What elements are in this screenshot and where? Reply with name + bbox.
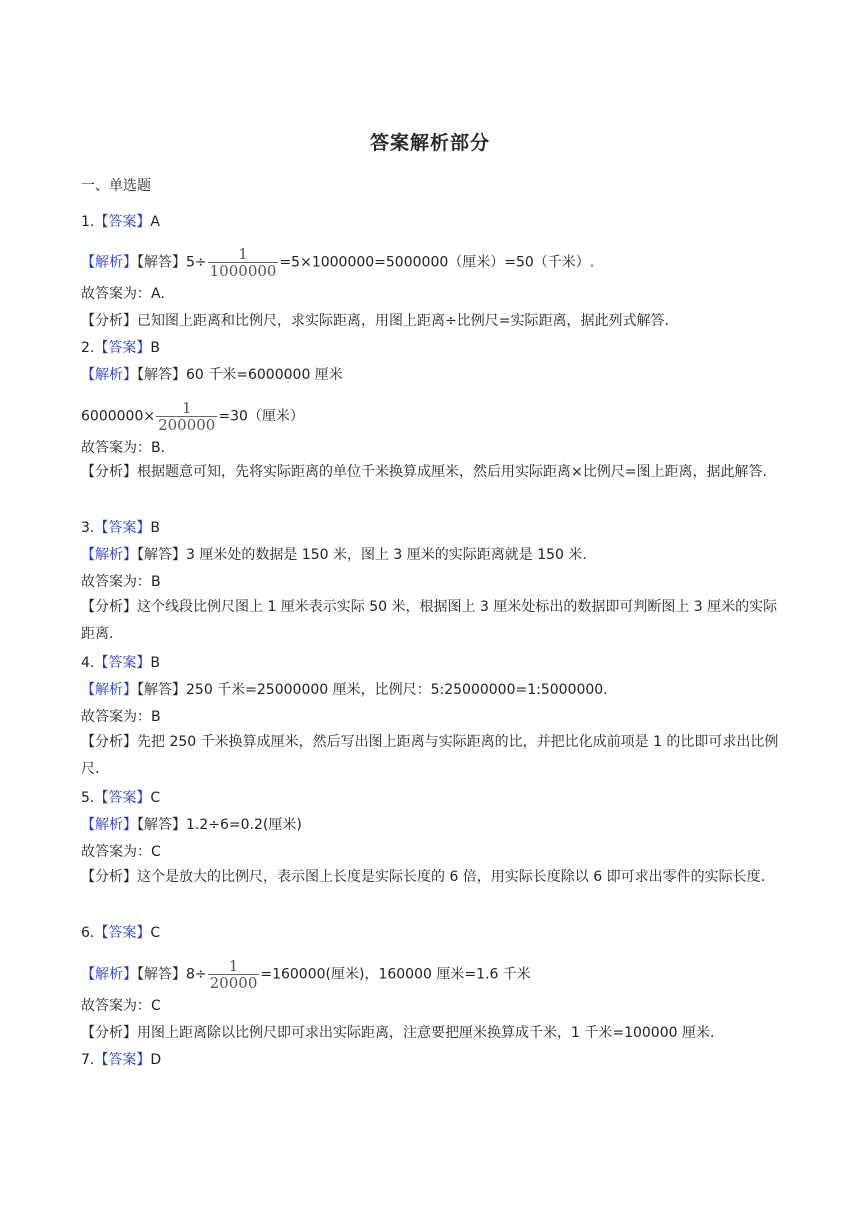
q5-jiexi-tag: 【解析】 bbox=[81, 817, 137, 833]
q2-solution-line bbox=[81, 365, 781, 385]
q3-jieda-tag: 【解答】 bbox=[137, 547, 186, 563]
q1-answer-tag: 【答案】 bbox=[94, 214, 151, 230]
q6-solution-line bbox=[81, 958, 781, 991]
q1-fenxi-tag: 【分析】 bbox=[81, 313, 137, 329]
q2-conclusion: 故答案为：B. bbox=[81, 440, 166, 456]
q4-conclusion: 故答案为：B bbox=[81, 709, 161, 725]
q6-analysis-line bbox=[81, 1023, 781, 1043]
q3-solution-line bbox=[81, 545, 781, 565]
q2-analysis-line bbox=[81, 459, 781, 486]
q6-number: 6. bbox=[81, 925, 95, 941]
q5-solution: 1.2÷6=0.2(厘米) bbox=[186, 817, 302, 833]
q1-analysis: 已知图上距离和比例尺，求实际距离，用图上距离÷比例尺=实际距离，据此列式解答. bbox=[137, 313, 669, 329]
q5-fenxi-tag: 【分析】 bbox=[81, 869, 137, 885]
q1-frac-den: 1000000 bbox=[209, 262, 277, 280]
q1-answer-line bbox=[81, 212, 781, 232]
q2-answer: B bbox=[150, 340, 160, 356]
q2-sol2-post: =30（厘米） bbox=[218, 408, 304, 425]
q3-analysis: 这个线段比例尺图上 1 厘米表示实际 50 米，根据图上 3 厘米处标出的数据即可判断图上 3 厘米的实际距离. bbox=[81, 599, 778, 642]
q1-sol-pre: 5÷ bbox=[186, 254, 207, 271]
q4-answer: B bbox=[150, 655, 160, 671]
q2-frac-num: 1 bbox=[181, 399, 192, 417]
q2-analysis: 根据题意可知，先将实际距离的单位千米换算成厘米，然后用实际距离×比例尺=图上距离，据此解答. bbox=[137, 464, 767, 480]
q2-frac-den: 200000 bbox=[158, 416, 216, 434]
q2-solution-line2 bbox=[81, 400, 781, 433]
q1-frac-num: 1 bbox=[238, 245, 248, 263]
q1-fraction bbox=[208, 246, 279, 279]
q5-number: 5. bbox=[81, 790, 95, 806]
q2-answer-tag: 【答案】 bbox=[94, 340, 151, 356]
q2-fraction bbox=[156, 400, 217, 433]
q5-analysis: 这个是放大的比例尺，表示图上长度是实际长度的 6 倍，用实际长度除以 6 即可求出零件的实际长度. bbox=[137, 869, 766, 885]
q5-conclusion: 故答案为：C bbox=[81, 844, 161, 860]
q4-number: 4. bbox=[81, 655, 95, 671]
q4-analysis-line bbox=[81, 729, 781, 783]
q3-conclusion: 故答案为：B bbox=[81, 574, 161, 590]
q3-answer-line bbox=[81, 518, 781, 538]
q5-solution-line bbox=[81, 815, 781, 835]
q6-answer-line bbox=[81, 923, 781, 943]
q6-jiexi-tag: 【解析】 bbox=[81, 966, 137, 983]
q4-solution-line bbox=[81, 680, 781, 700]
q2-number: 2. bbox=[81, 340, 95, 356]
q4-answer-line bbox=[81, 653, 781, 673]
q4-answer-tag: 【答案】 bbox=[94, 655, 151, 671]
q2-jiexi-tag: 【解析】 bbox=[81, 367, 137, 383]
q5-analysis-line bbox=[81, 864, 781, 891]
q4-jiexi-tag: 【解析】 bbox=[81, 682, 137, 698]
q5-answer: C bbox=[150, 790, 161, 806]
q7-number: 7. bbox=[81, 1052, 95, 1068]
q1-answer: A bbox=[150, 214, 160, 230]
q6-frac-den: 20000 bbox=[209, 974, 258, 992]
q3-analysis-line bbox=[81, 594, 781, 648]
q6-sol-post: =160000(厘米)，160000 厘米=1.6 千米 bbox=[260, 966, 531, 983]
q4-jieda-tag: 【解答】 bbox=[137, 682, 186, 698]
q3-answer: B bbox=[150, 520, 160, 536]
q3-answer-tag: 【答案】 bbox=[94, 520, 151, 536]
q2-jieda-tag: 【解答】 bbox=[137, 367, 186, 383]
q6-answer-tag: 【答案】 bbox=[94, 925, 151, 941]
q7-answer: D bbox=[150, 1052, 162, 1068]
q4-analysis: 先把 250 千米换算成厘米，然后写出图上距离与实际距离的比，并把比化成前项是 1 的比即可求出比例尺. bbox=[81, 734, 779, 777]
q5-answer-line bbox=[81, 788, 781, 808]
q2-sol2-pre: 6000000× bbox=[81, 408, 156, 425]
q3-solution: 3 厘米处的数据是 150 米，图上 3 厘米的实际距离就是 150 米. bbox=[186, 547, 587, 563]
q6-fenxi-tag: 【分析】 bbox=[81, 1025, 137, 1041]
q7-answer-tag: 【答案】 bbox=[94, 1052, 151, 1068]
q1-analysis-line bbox=[81, 311, 781, 331]
q6-sol-pre: 8÷ bbox=[186, 966, 207, 983]
q4-fenxi-tag: 【分析】 bbox=[81, 734, 137, 750]
q6-analysis: 用图上距离除以比例尺即可求出实际距离，注意要把厘米换算成千米，1 千米=100000 厘米. bbox=[137, 1025, 715, 1041]
q2-fenxi-tag: 【分析】 bbox=[81, 464, 137, 480]
q2-sol-line1: 60 千米=6000000 厘米 bbox=[186, 367, 343, 383]
q5-jieda-tag: 【解答】 bbox=[137, 817, 186, 833]
q6-fraction bbox=[208, 958, 260, 991]
q1-jiexi-tag: 【解析】 bbox=[81, 254, 137, 271]
section-heading: 一、单选题 bbox=[81, 178, 151, 194]
q3-fenxi-tag: 【分析】 bbox=[81, 599, 137, 615]
q1-solution-line bbox=[81, 246, 781, 279]
q5-answer-tag: 【答案】 bbox=[94, 790, 151, 806]
q7-answer-line bbox=[81, 1050, 781, 1070]
page-title: 答案解析部分 bbox=[369, 132, 490, 154]
q1-jieda-tag: 【解答】 bbox=[137, 254, 186, 271]
q1-number: 1. bbox=[81, 214, 95, 230]
q4-solution: 250 千米=25000000 厘米，比例尺：5:25000000=1:5000000. bbox=[186, 682, 608, 698]
q6-frac-num: 1 bbox=[228, 957, 239, 975]
q6-jieda-tag: 【解答】 bbox=[137, 966, 186, 983]
q3-number: 3. bbox=[81, 520, 95, 536]
q6-answer: C bbox=[150, 925, 161, 941]
q1-conclusion: 故答案为：A. bbox=[81, 286, 165, 302]
q2-answer-line bbox=[81, 338, 781, 358]
q1-sol-post: =5×1000000=5000000（厘米）=50（千米）. bbox=[279, 254, 595, 271]
q6-conclusion: 故答案为：C bbox=[81, 998, 161, 1014]
q3-jiexi-tag: 【解析】 bbox=[81, 547, 137, 563]
